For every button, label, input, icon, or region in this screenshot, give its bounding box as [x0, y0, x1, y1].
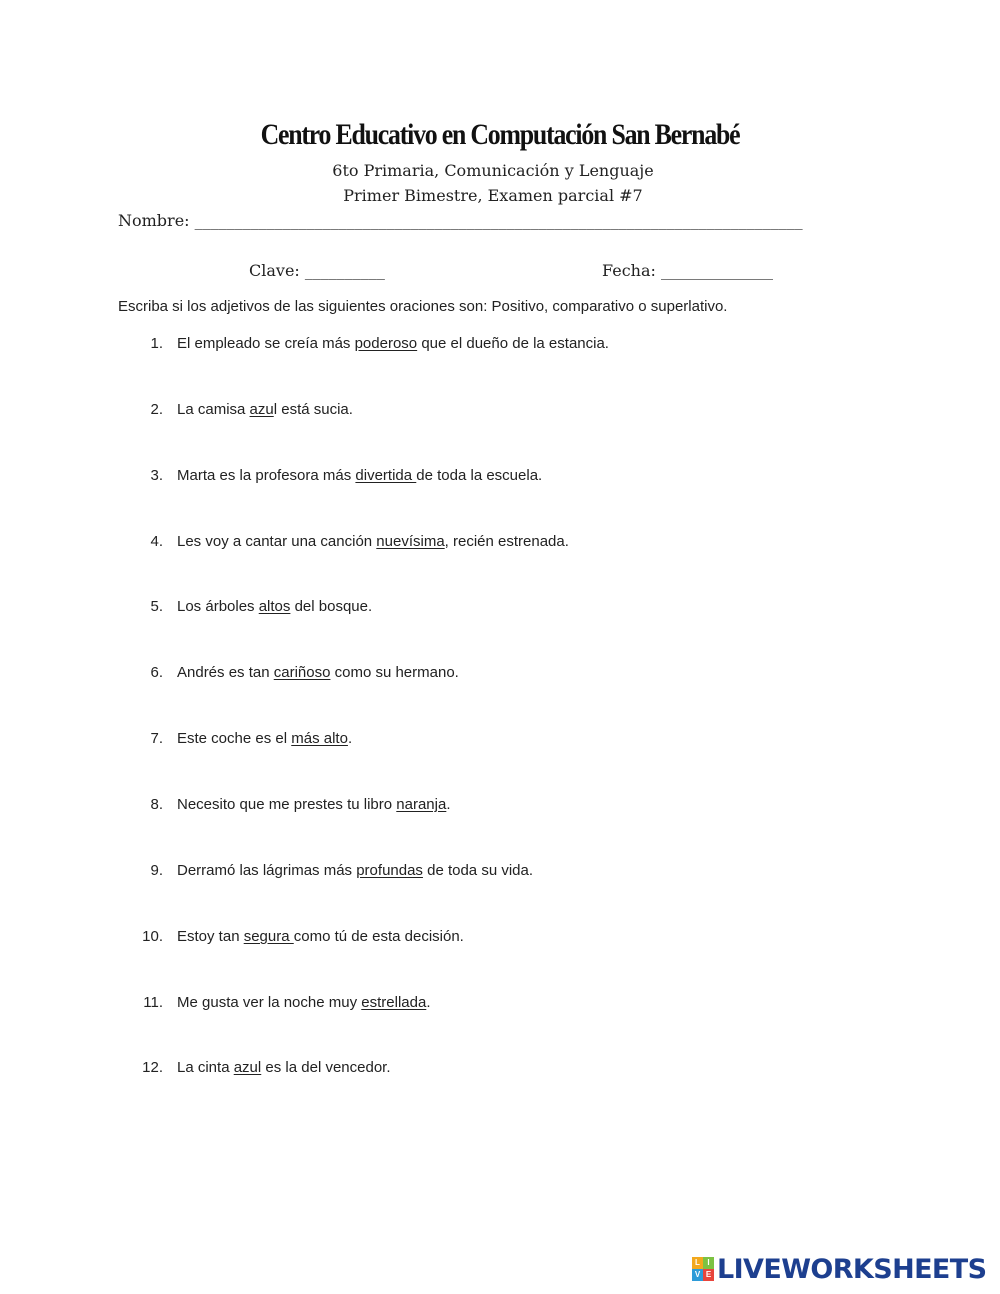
- underlined-adjective: naranja: [396, 796, 447, 813]
- question-text-after: es la del vencedor.: [261, 1059, 391, 1076]
- question-text: [177, 730, 352, 747]
- underlined-adjective: azu: [249, 401, 274, 418]
- question-text: [177, 994, 430, 1011]
- question-text: [177, 1059, 391, 1076]
- underlined-adjective: más alto: [291, 730, 348, 747]
- underlined-adjective: estrellada: [361, 994, 427, 1011]
- liveworksheets-logo-icon: [692, 1257, 714, 1281]
- question-number: 1.: [150, 335, 163, 352]
- fecha-field: Fecha: ______________: [602, 261, 773, 280]
- nombre-field: Nombre: ____________________________________________________________________________: [118, 211, 803, 230]
- question-text: [177, 401, 353, 418]
- question-number: 10.: [142, 928, 163, 945]
- question-number: 3.: [150, 467, 163, 484]
- question-text-after: de toda su vida.: [422, 862, 534, 879]
- question-text-after: .: [426, 994, 431, 1011]
- question-number: 4.: [150, 533, 163, 550]
- instructions: Escriba si los adjetivos de las siguientes oraciones son: Positivo, comparativo o superlativo.: [118, 298, 728, 315]
- question-text: [177, 862, 533, 879]
- question-number: 5.: [150, 598, 163, 615]
- question-text-before: Necesito que me prestes tu libro: [177, 796, 397, 813]
- underlined-adjective: altos: [258, 598, 291, 615]
- subtitle-grade: 6to Primaria, Comunicación y Lenguaje: [332, 161, 654, 180]
- question-text-after: de toda la escuela.: [416, 467, 543, 484]
- underlined-adjective: segura: [243, 928, 294, 945]
- question-text-after: del bosque.: [290, 598, 373, 615]
- question-text-before: Derramó las lágrimas más: [177, 862, 357, 879]
- question-text: [177, 598, 372, 615]
- question-text-after: que el dueño de la estancia.: [417, 335, 609, 352]
- logo-tile-v: V: [692, 1269, 703, 1281]
- question-text: [177, 335, 609, 352]
- underlined-adjective: poderoso: [354, 335, 418, 352]
- underlined-adjective: cariñoso: [273, 664, 331, 681]
- question-text-before: Marta es la profesora más: [177, 467, 356, 484]
- question-text: [177, 928, 464, 945]
- question-number: 9.: [150, 862, 163, 879]
- underlined-adjective: divertida: [355, 467, 417, 484]
- question-text-before: Me gusta ver la noche muy: [177, 994, 362, 1011]
- question-text-before: Este coche es el: [177, 730, 292, 747]
- question-text-before: Los árboles: [177, 598, 259, 615]
- question-number: 11.: [143, 994, 163, 1011]
- question-number: 2.: [150, 401, 163, 418]
- question-text-after: como su hermano.: [330, 664, 459, 681]
- question-text-before: Andrés es tan: [177, 664, 274, 681]
- question-number: 7.: [150, 730, 163, 747]
- underlined-adjective: azul: [233, 1059, 262, 1076]
- question-text-before: Estoy tan: [177, 928, 244, 945]
- liveworksheets-logo: [692, 1254, 986, 1284]
- question-text-after: l está sucia.: [273, 401, 353, 418]
- question-text: [177, 796, 451, 813]
- page-title: Centro Educativo en Computación San Bernabé: [260, 118, 740, 151]
- question-number: 12.: [142, 1059, 163, 1076]
- question-text: [177, 467, 542, 484]
- question-number: 8.: [150, 796, 163, 813]
- question-text-after: como tú de esta decisión.: [293, 928, 464, 945]
- question-text-after: .: [446, 796, 451, 813]
- question-text-after: .: [347, 730, 353, 747]
- underlined-adjective: nuevísima: [376, 533, 445, 550]
- logo-tile-e: E: [703, 1269, 714, 1281]
- question-text-before: Les voy a cantar una canción: [177, 533, 377, 550]
- logo-tile-i: I: [703, 1257, 714, 1269]
- question-text-before: El empleado se creía más: [177, 335, 355, 352]
- question-text-after: , recién estrenada.: [444, 533, 569, 550]
- question-text-before: La cinta: [177, 1059, 234, 1076]
- underlined-adjective: profundas: [356, 862, 423, 879]
- question-text-before: La camisa: [177, 401, 250, 418]
- clave-field: Clave: __________: [249, 261, 385, 280]
- question-text: [177, 533, 569, 550]
- logo-tile-l: L: [692, 1257, 703, 1269]
- question-text: [177, 664, 459, 681]
- subtitle-exam: Primer Bimestre, Examen parcial #7: [343, 186, 643, 205]
- logo-text: LIVEWORKSHEETS: [717, 1253, 987, 1285]
- question-number: 6.: [150, 664, 163, 681]
